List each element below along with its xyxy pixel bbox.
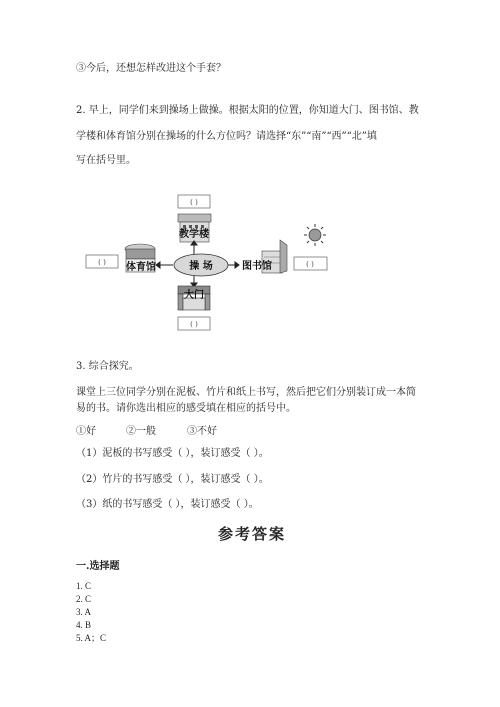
q3-line1: 课堂上三位同学分别在泥板、竹片和纸上书写，然后把它们分别装订成一本简 xyxy=(76,387,416,398)
answer-box-right-text: ( ) xyxy=(306,260,314,269)
q3-option-3: ③不好 xyxy=(187,426,217,437)
direction-diagram xyxy=(84,188,334,336)
q3-title: 3. 综合探究。 xyxy=(76,361,139,372)
answer-box-bottom-text: ( ) xyxy=(190,320,198,329)
answer-3: 3. A xyxy=(76,607,92,617)
answer-1: 1. C xyxy=(76,581,92,591)
label-library: 图书馆 xyxy=(242,261,272,272)
q3-option-1: ①好 xyxy=(76,426,96,437)
q3-option-2: ②一般 xyxy=(126,426,156,437)
answer-box-top-text: ( ) xyxy=(190,198,198,207)
answer-box-left-text: ( ) xyxy=(98,258,106,267)
sun-icon xyxy=(304,224,326,246)
label-gate: 大门 xyxy=(184,290,204,301)
q2-line3: 写在括号里。 xyxy=(76,155,136,166)
section-choice: 一.选择题 xyxy=(76,561,120,572)
answer-2: 2. C xyxy=(76,594,92,604)
q3-item-3: （3）纸的书写感受（ ），装订感受（ ）。 xyxy=(76,499,259,510)
answer-4: 4. B xyxy=(76,620,92,630)
q3-line2: 易的书。请你选出相应的感受填在相应的括号中。 xyxy=(76,403,296,414)
q3-item-2: （2）竹片的书写感受（ ），装订感受（ ）。 xyxy=(76,474,269,485)
q2-line1: 2. 早上，同学们来到操场上做操。根据太阳的位置，你知道大门、图书馆、教 xyxy=(76,105,419,116)
label-teaching-building: 教学楼 xyxy=(179,229,209,240)
q1-sub3: ③今后，还想怎样改进这个手套？ xyxy=(76,63,226,74)
label-gym: 体育馆 xyxy=(126,262,156,273)
answer-5: 5. A；C xyxy=(76,633,107,643)
label-playground: 操 场 xyxy=(189,261,213,272)
q2-line2: 学楼和体育馆分别在操场的什么方位吗？请选择“东”“南”“西”“北”填 xyxy=(76,131,377,142)
q3-item-1: （1）泥板的书写感受（ ），装订感受（ ）。 xyxy=(76,448,269,459)
answer-title: 参考答案 xyxy=(218,525,287,543)
